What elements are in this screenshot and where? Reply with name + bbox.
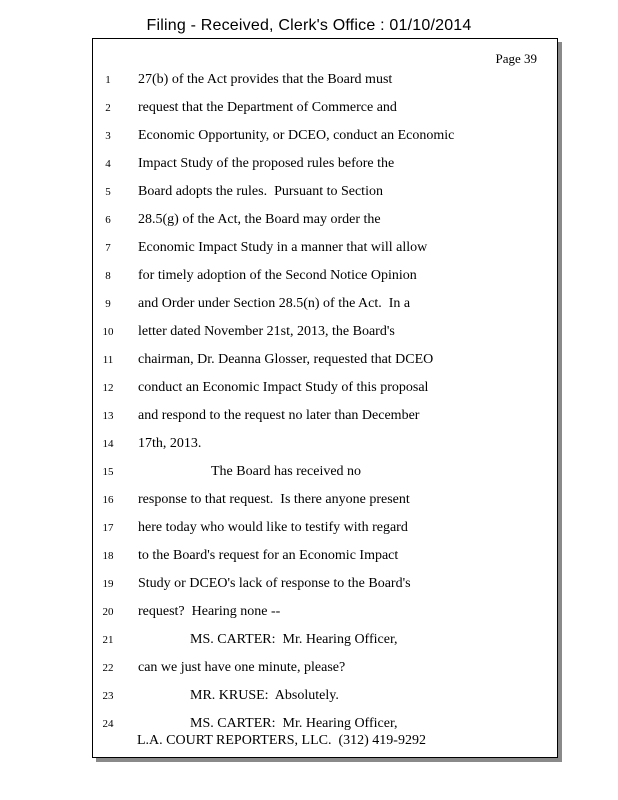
line-number: 5 (105, 186, 111, 198)
line-text: Board adopts the rules. Pursuant to Section (138, 184, 383, 199)
line-text: MS. CARTER: Mr. Hearing Officer, (190, 632, 398, 647)
line-text: 27(b) of the Act provides that the Board must (138, 72, 393, 87)
line-number: 21 (102, 634, 114, 646)
line-number: 18 (102, 550, 114, 562)
line-text: chairman, Dr. Deanna Glosser, requested that DCEO (138, 352, 434, 367)
line-text: 28.5(g) of the Act, the Board may order the (138, 212, 381, 227)
line-number: 14 (102, 438, 114, 450)
line-text: The Board has received no (211, 464, 362, 479)
line-text: letter dated November 21st, 2013, the Board's (138, 324, 395, 339)
reporter-footer: L.A. COURT REPORTERS, LLC. (312) 419-9292 (137, 733, 426, 748)
line-text: and respond to the request no later than December (138, 408, 420, 423)
line-text: here today who would like to testify with regard (138, 520, 408, 535)
line-number: 1 (105, 74, 111, 86)
line-number: 4 (105, 158, 111, 170)
line-text: can we just have one minute, please? (138, 660, 346, 675)
line-number: 8 (105, 270, 111, 282)
line-text: response to that request. Is there anyone present (138, 492, 410, 507)
transcript-page (92, 38, 558, 758)
line-number: 9 (105, 298, 111, 310)
line-text: Economic Impact Study in a manner that will allow (138, 240, 428, 255)
line-text: request? Hearing none -- (138, 604, 281, 619)
line-number: 13 (102, 410, 114, 422)
line-text: conduct an Economic Impact Study of this proposal (138, 380, 429, 395)
line-number: 7 (105, 242, 111, 254)
filing-header: Filing - Received, Clerk's Office : 01/10/2014 (146, 17, 472, 34)
line-number: 12 (102, 382, 114, 394)
line-number: 19 (102, 578, 114, 590)
line-number: 20 (102, 606, 114, 618)
line-number: 6 (105, 214, 111, 226)
line-text: MR. KRUSE: Absolutely. (190, 688, 339, 703)
line-text: for timely adoption of the Second Notice Opinion (138, 268, 417, 283)
line-number: 22 (102, 662, 114, 674)
line-number: 3 (105, 130, 111, 142)
line-text: request that the Department of Commerce and (138, 100, 397, 115)
line-text: Study or DCEO's lack of response to the Board's (138, 576, 411, 591)
line-text: and Order under Section 28.5(n) of the Act. In a (138, 296, 411, 311)
line-number: 11 (102, 354, 114, 366)
line-number: 24 (102, 718, 114, 730)
line-text: 17th, 2013. (138, 436, 202, 451)
line-number: 23 (102, 690, 114, 702)
page-number: Page 39 (495, 51, 537, 66)
line-text: Economic Opportunity, or DCEO, conduct an Economic (138, 128, 455, 143)
line-number: 17 (102, 522, 114, 534)
line-number: 15 (102, 466, 114, 478)
line-number: 10 (102, 326, 114, 338)
line-text: MS. CARTER: Mr. Hearing Officer, (190, 716, 398, 731)
line-number: 2 (105, 102, 111, 114)
line-text: Impact Study of the proposed rules before the (138, 156, 395, 171)
line-number: 16 (102, 494, 114, 506)
line-text: to the Board's request for an Economic Impact (138, 548, 399, 563)
